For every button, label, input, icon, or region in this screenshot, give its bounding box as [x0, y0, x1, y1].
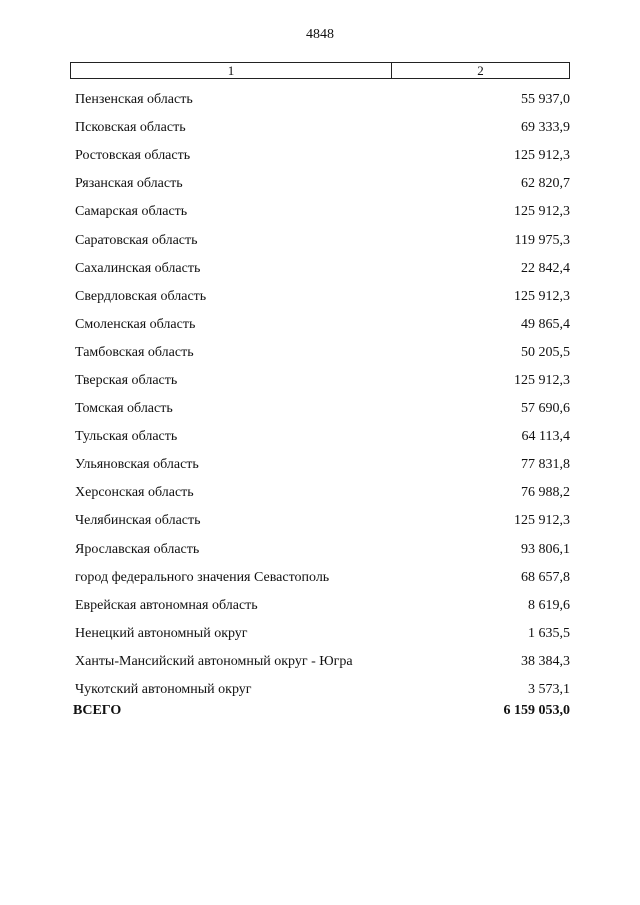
table-row [75, 86, 570, 114]
table-row [75, 676, 570, 704]
region-name: город федерального значения Севастополь [75, 569, 330, 585]
total-label: ВСЕГО [73, 703, 122, 718]
table-row [75, 255, 570, 283]
table-row [75, 114, 570, 142]
region-name: Ростовская область [75, 148, 191, 164]
region-value: 93 806,1 [521, 541, 570, 557]
region-value: 125 912,3 [514, 148, 570, 164]
table-row [75, 536, 570, 564]
region-name: Тамбовская область [75, 344, 194, 360]
table-row [75, 507, 570, 535]
table-row [75, 198, 570, 226]
region-name: Самарская область [75, 204, 188, 220]
region-name: Ульяновская область [75, 457, 199, 473]
region-value: 68 657,8 [521, 569, 570, 585]
total-value: 6 159 053,0 [503, 703, 570, 718]
region-value: 55 937,0 [521, 92, 570, 108]
column-header-1: 1 [71, 63, 392, 78]
region-value: 76 988,2 [521, 485, 570, 501]
region-value: 125 912,3 [514, 288, 570, 304]
region-value: 119 975,3 [514, 232, 570, 248]
region-value: 62 820,7 [521, 176, 570, 192]
region-name: Рязанская область [75, 176, 183, 192]
total-row [73, 703, 570, 719]
region-name: Свердловская область [75, 288, 207, 304]
region-name: Саратовская область [75, 232, 198, 248]
region-name: Псковская область [75, 120, 186, 136]
table-row [75, 564, 570, 592]
region-value: 3 573,1 [528, 682, 570, 698]
table-row [75, 395, 570, 423]
region-name: Томская область [75, 401, 173, 417]
region-value: 64 113,4 [521, 429, 570, 445]
table-row [75, 339, 570, 367]
table-header [70, 62, 570, 79]
region-name: Ярославская область [75, 541, 200, 557]
table-row [75, 620, 570, 648]
region-name: Ханты-Мансийский автономный округ - Югра [75, 653, 353, 669]
region-value: 125 912,3 [514, 372, 570, 388]
region-name: Тверская область [75, 372, 178, 388]
region-value: 77 831,8 [521, 457, 570, 473]
region-name: Тульская область [75, 429, 178, 445]
table-row [75, 592, 570, 620]
region-value: 125 912,3 [514, 204, 570, 220]
table-row [75, 451, 570, 479]
table-row [75, 648, 570, 676]
region-name: Смоленская область [75, 316, 196, 332]
column-header-2: 2 [477, 63, 484, 78]
table-row [75, 423, 570, 451]
region-name: Чукотский автономный округ [75, 682, 252, 698]
table-row [75, 170, 570, 198]
region-value: 50 205,5 [521, 344, 570, 360]
region-name: Еврейская автономная область [75, 597, 258, 613]
region-value: 38 384,3 [521, 653, 570, 669]
region-name: Ненецкий автономный округ [75, 625, 248, 641]
table-row [75, 283, 570, 311]
region-name: Челябинская область [75, 513, 201, 529]
page-number: 4848 [306, 27, 334, 42]
table-row [75, 226, 570, 254]
region-value: 69 333,9 [521, 120, 570, 136]
region-value: 49 865,4 [521, 316, 570, 332]
region-name: Херсонская область [75, 485, 194, 501]
region-value: 8 619,6 [528, 597, 570, 613]
region-value: 1 635,5 [528, 625, 570, 641]
table-row [75, 367, 570, 395]
region-value: 57 690,6 [521, 401, 570, 417]
table-body [75, 86, 570, 704]
table-row [75, 479, 570, 507]
region-name: Сахалинская область [75, 260, 201, 276]
region-value: 125 912,3 [514, 513, 570, 529]
table-row [75, 142, 570, 170]
region-name: Пензенская область [75, 92, 193, 108]
region-value: 22 842,4 [521, 260, 570, 276]
table-row [75, 311, 570, 339]
